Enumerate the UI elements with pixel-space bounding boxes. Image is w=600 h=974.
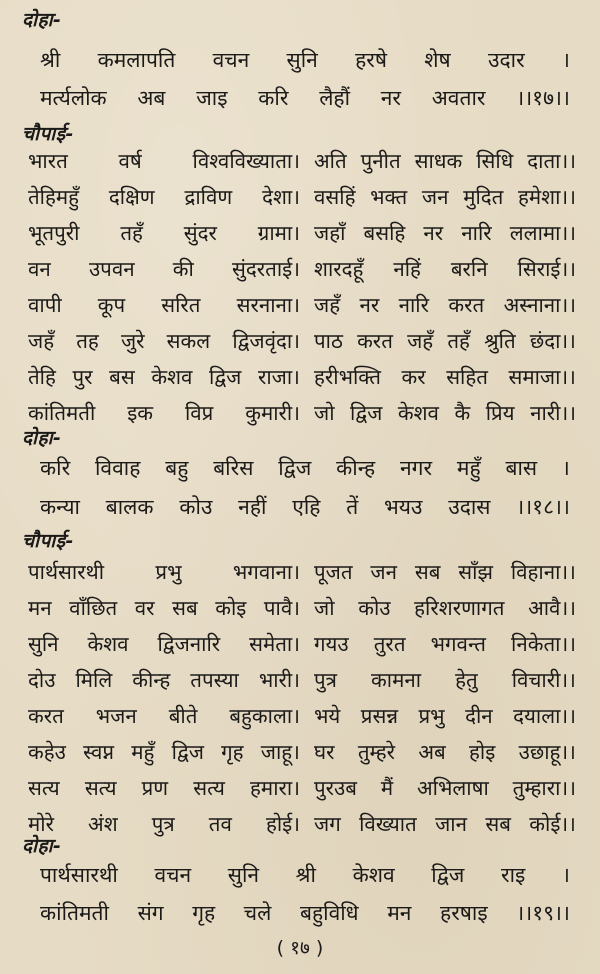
word: हरषाइ (440, 901, 488, 925)
word: जन (421, 185, 449, 209)
word: हरीभक्ति (314, 365, 381, 389)
word: पुरउब (314, 776, 357, 800)
chaupai-line (28, 254, 576, 284)
word: वचन (212, 48, 250, 72)
chaupai-line (28, 629, 576, 659)
word: द्विज (350, 401, 383, 425)
word: करत (357, 329, 393, 353)
word: द्विज (171, 740, 204, 764)
word: जो (314, 596, 335, 620)
word: राजा। (257, 365, 300, 389)
word: द्विजवृंदा। (232, 329, 300, 353)
word: बरनि (450, 257, 488, 281)
chaupai-line (28, 593, 576, 623)
word: तपस्या (190, 668, 239, 692)
chaupai-second-half (308, 218, 576, 248)
word: नर (380, 86, 402, 110)
word: कीन्ह (336, 456, 376, 480)
word: तहँ (120, 221, 143, 245)
word: बहुकाला। (229, 704, 300, 728)
chaupai-label: चौपाई- (22, 123, 74, 145)
word: तें (346, 495, 359, 519)
word: तेहि (28, 365, 56, 389)
word: बस (109, 365, 135, 389)
word: कूप (97, 293, 126, 317)
word: नर (423, 221, 444, 245)
chaupai-line (28, 557, 576, 587)
word: कै (454, 401, 471, 425)
word: मर्त्यलोक (40, 86, 107, 110)
word: गृह (221, 740, 244, 764)
word: समाजा।। (508, 365, 576, 389)
word: तुरत (373, 632, 406, 656)
word: पुत्र (314, 668, 337, 692)
chaupai-second-half (308, 146, 576, 176)
word: कांतिमती (28, 401, 96, 425)
word: केशव (151, 365, 193, 389)
word: बास (505, 456, 538, 480)
chaupai-second-half (308, 326, 576, 356)
word: केशव (397, 401, 439, 425)
word: अभिलाषा (417, 776, 489, 800)
chaupai-line (28, 182, 576, 212)
word: ।।१८।। (516, 495, 570, 519)
chaupai-line (28, 398, 576, 428)
word: भक्त (370, 185, 408, 209)
word: हमेशा।। (518, 185, 576, 209)
word: लैहौं (319, 86, 351, 110)
word: तुम्हारा।। (512, 776, 576, 800)
word: कन्या (40, 495, 80, 519)
word: मुदित (463, 185, 504, 209)
word: वर्ष (118, 149, 142, 173)
chaupai-line (28, 809, 576, 839)
word: द्विज (278, 456, 312, 480)
word: तव (208, 812, 232, 836)
word: अति (314, 149, 347, 173)
chaupai-line (28, 218, 576, 248)
chaupai-second-half (308, 629, 576, 659)
word: कर (401, 365, 426, 389)
doha-label: दोहा- (22, 9, 62, 31)
word: सरित (161, 293, 201, 317)
chaupai-first-half (28, 773, 308, 803)
word: दक्षिण (108, 185, 155, 209)
doha-line (40, 453, 570, 483)
word: सत्य (193, 776, 225, 800)
word: जहँ (28, 329, 55, 353)
word: मैं (380, 776, 394, 800)
word: करि (40, 456, 71, 480)
word: हरषे (355, 48, 387, 72)
word: होइ (469, 740, 496, 764)
word: विहाना।। (510, 560, 576, 584)
word: प्रसन्न (360, 704, 399, 728)
word: अंश (88, 812, 118, 836)
word: भयउ (383, 495, 423, 519)
word: बालक (105, 495, 154, 519)
word: संग (137, 901, 164, 925)
word: ललामा।। (509, 221, 576, 245)
word: हेतु (455, 668, 478, 692)
word: सिराई।। (517, 257, 576, 281)
word: तह (76, 329, 99, 353)
word: बीते (168, 704, 198, 728)
word: उदार (487, 48, 525, 72)
doha-line (40, 898, 570, 928)
word: आवै।। (528, 596, 576, 620)
word: वसहिं (314, 185, 356, 209)
word: पुत्र (151, 812, 175, 836)
word: सब (414, 560, 441, 584)
word: बहुविधि (299, 901, 359, 925)
word: तुम्हरे (357, 740, 395, 764)
word: पावै। (263, 596, 300, 620)
word: सुंदरताई। (232, 257, 300, 281)
word: जाइ (196, 86, 228, 110)
doha-label: दोहा- (22, 427, 62, 449)
chaupai-line (28, 290, 576, 320)
word: द्विज (431, 863, 465, 887)
word: वन (28, 257, 51, 281)
word: भूतपुरी (28, 221, 80, 245)
chaupai-first-half (28, 146, 308, 176)
word: पूजत (314, 560, 353, 584)
word: कमलापति (97, 48, 176, 72)
word: द्राविण (184, 185, 233, 209)
word: प्रभु (418, 704, 445, 728)
word: जो (314, 401, 335, 425)
chaupai-first-half (28, 326, 308, 356)
word: । (561, 456, 570, 480)
word: जन (370, 560, 397, 584)
page-number: ( १७ ) (276, 937, 324, 959)
word: ग्रामा। (257, 221, 300, 245)
doha-line (40, 492, 570, 522)
word: देशा। (262, 185, 300, 209)
chaupai-first-half (28, 290, 308, 320)
chaupai-second-half (308, 182, 576, 212)
word: वाँछित (69, 596, 118, 620)
chaupai-second-half (308, 557, 576, 587)
word: द्विजनारि (157, 632, 221, 656)
word: हमारा। (250, 776, 300, 800)
word: सुनि (28, 632, 59, 656)
doha-line (40, 83, 570, 113)
word: भारी। (258, 668, 300, 692)
chaupai-second-half (308, 290, 576, 320)
word: महुँ (131, 740, 155, 764)
chaupai-line (28, 326, 576, 356)
word: विवाह (94, 456, 141, 480)
word: जग (314, 812, 341, 836)
chaupai-first-half (28, 701, 308, 731)
word: भारत (28, 149, 68, 173)
chaupai-label: चौपाई- (22, 530, 74, 552)
word: अवतार (431, 86, 486, 110)
word: सब (485, 812, 511, 836)
word: करत (448, 293, 485, 317)
word: मन (387, 901, 412, 925)
word: जुरे (120, 329, 145, 353)
chaupai-second-half (308, 773, 576, 803)
word: नारि (398, 293, 430, 317)
word: सहित (446, 365, 488, 389)
chaupai-first-half (28, 809, 308, 839)
word: श्री (295, 863, 316, 887)
chaupai-second-half (308, 593, 576, 623)
word: समेता। (249, 632, 300, 656)
word: उपवन (88, 257, 135, 281)
chaupai-first-half (28, 665, 308, 695)
word: भगवाना। (232, 560, 300, 584)
word: जहँ (407, 329, 434, 353)
word: सुंदर (183, 221, 217, 245)
word: भये (314, 704, 341, 728)
chaupai-line (28, 362, 576, 392)
word: मन (28, 596, 52, 620)
word: शेष (424, 48, 451, 72)
word: दयाला।। (513, 704, 576, 728)
word: अब (418, 740, 446, 764)
word: होई। (265, 812, 300, 836)
word: बसहि (363, 221, 406, 245)
word: । (561, 863, 570, 887)
word: कांतिमती (40, 901, 109, 925)
word: कीन्ह (132, 668, 171, 692)
word: नगर (400, 456, 433, 480)
word: बरिस (213, 456, 254, 480)
word: श्री (40, 48, 61, 72)
chaupai-second-half (308, 701, 576, 731)
word: उछाहू।। (518, 740, 576, 764)
word: हरिशरणागत (414, 596, 505, 620)
chaupai-second-half (308, 809, 576, 839)
chaupai-second-half (308, 398, 576, 428)
word: नर (359, 293, 380, 317)
word: भगवन्त (430, 632, 486, 656)
chaupai-line (28, 737, 576, 767)
chaupai-first-half (28, 557, 308, 587)
word: पार्थसारथी (40, 863, 118, 887)
word: केशव (87, 632, 129, 656)
word: कोउ (179, 495, 213, 519)
word: करि (258, 86, 289, 110)
word: प्रभु (155, 560, 182, 584)
word: विचारी।। (511, 668, 576, 692)
word: उदास (448, 495, 491, 519)
word: जहँ (314, 293, 341, 317)
word: मोरे (28, 812, 54, 836)
chaupai-first-half (28, 398, 308, 428)
word: दोउ (28, 668, 56, 692)
chaupai-first-half (28, 362, 308, 392)
word: नहिं (393, 257, 421, 281)
word: कहेउ (28, 740, 66, 764)
word: दाता।। (527, 149, 576, 173)
word: विश्वविख्याता। (192, 149, 300, 173)
word: ।।१७।। (516, 86, 570, 110)
word: चले (243, 901, 272, 925)
word: सिधि (476, 149, 514, 173)
word: वर (134, 596, 155, 620)
word: स्वप्न (83, 740, 115, 764)
word: । (561, 48, 570, 72)
word: प्रिय (485, 401, 515, 425)
word: कोइ (215, 596, 247, 620)
word: प्रण (141, 776, 169, 800)
word: पुनीत (360, 149, 401, 173)
chaupai-second-half (308, 665, 576, 695)
word: शारदहूँ (314, 257, 364, 281)
chaupai-line (28, 701, 576, 731)
word: सरनाना। (236, 293, 300, 317)
word: राइ (501, 863, 526, 887)
chaupai-first-half (28, 218, 308, 248)
word: घर (314, 740, 335, 764)
word: कुमारी। (245, 401, 300, 425)
word: सत्य (84, 776, 117, 800)
word: विख्यात (359, 812, 417, 836)
chaupai-first-half (28, 629, 308, 659)
word: विप्र (184, 401, 214, 425)
word: निकेता।। (511, 632, 576, 656)
word: पार्थसारथी (28, 560, 105, 584)
word: सुनि (227, 863, 260, 887)
word: दीन (465, 704, 493, 728)
word: जहाँ (314, 221, 346, 245)
word: सकल (166, 329, 211, 353)
word: एहि (292, 495, 321, 519)
word: बहु (165, 456, 189, 480)
word: जान (435, 812, 467, 836)
word: कोउ (358, 596, 391, 620)
word: नहीं (238, 495, 267, 519)
doha-line (40, 860, 570, 890)
word: साधक (414, 149, 463, 173)
word: अस्नाना।। (503, 293, 576, 317)
word: नारि (461, 221, 492, 245)
word: अब (137, 86, 166, 110)
word: केशव (352, 863, 395, 887)
word: जाहू। (260, 740, 300, 764)
word: गयउ (314, 632, 349, 656)
word: पुर (72, 365, 93, 389)
word: सुनि (286, 48, 318, 72)
word: श्रुति (484, 329, 516, 353)
word: द्विज (209, 365, 242, 389)
word: वापी (28, 293, 62, 317)
word: नारी।। (530, 401, 576, 425)
doha-line (40, 45, 570, 75)
chaupai-first-half (28, 182, 308, 212)
word: महुँ (456, 456, 481, 480)
word: सब (172, 596, 198, 620)
word: तहँ (447, 329, 470, 353)
chaupai-first-half (28, 254, 308, 284)
chaupai-line (28, 665, 576, 695)
word: मिलि (75, 668, 113, 692)
word: भजन (95, 704, 137, 728)
word: पाठ (314, 329, 343, 353)
word: वचन (154, 863, 192, 887)
word: तेहिमहुँ (28, 185, 80, 209)
chaupai-second-half (308, 254, 576, 284)
chaupai-second-half (308, 362, 576, 392)
word: गृह (192, 901, 216, 925)
word: की (172, 257, 194, 281)
word: करत (28, 704, 64, 728)
word: कामना (371, 668, 422, 692)
doha-label: दोहा- (22, 835, 62, 857)
chaupai-first-half (28, 737, 308, 767)
word: ।।१९।। (516, 901, 570, 925)
word: साँझ (458, 560, 493, 584)
word: छंदा।। (529, 329, 576, 353)
chaupai-second-half (308, 737, 576, 767)
chaupai-line (28, 146, 576, 176)
word: सत्य (28, 776, 60, 800)
chaupai-first-half (28, 593, 308, 623)
word: इक (127, 401, 154, 425)
word: कोई।। (529, 812, 576, 836)
chaupai-line (28, 773, 576, 803)
